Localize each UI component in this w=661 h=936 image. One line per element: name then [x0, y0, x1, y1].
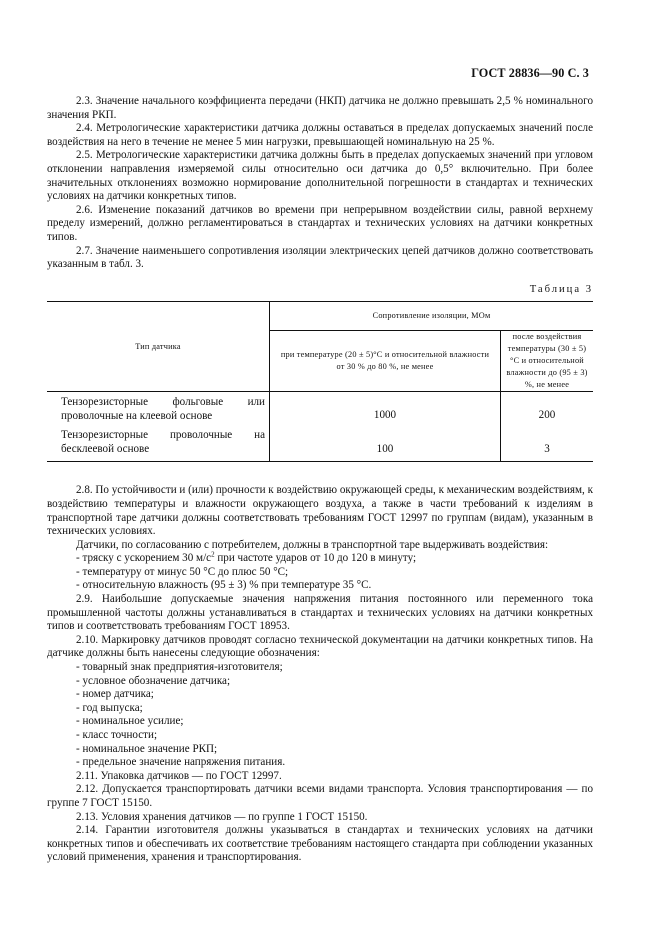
paragraph-2-14: 2.14. Гарантии изготовителя должны указываться в стандартах и технических условиях на датчики конкретных типов и обеспечивать их соответствие требованиям настоящего стандарта при соблюдении указанных условий применения, хранения и транспортирования.	[47, 824, 593, 864]
table-header-col-a: при температуре (20 ± 5)°С и относительной влажности от 30 % до 80 %, не менее	[270, 331, 501, 392]
paragraph-2-8: 2.8. По устойчивости и (или) прочности к воздействию окружающей среды, к механическим воздействиям, к воздействию температуры и влажности окружающего воздуха, а также в части требований к изделиям в транспортной таре датчики должны соответствовать требованиям ГОСТ 12997 по группам (видам), указанным в технических условиях.	[47, 484, 593, 538]
paragraph-2-8-transport: Датчики, по согласованию с потребителем, должны в транспортной таре выдерживать воздействия:	[76, 538, 549, 551]
table-cell-b: 3	[544, 442, 550, 455]
table-cell-a: 1000	[270, 392, 501, 426]
paragraph-2-13: 2.13. Условия хранения датчиков — по группе 1 ГОСТ 15150.	[76, 810, 368, 823]
page-header: ГОСТ 28836—90 С. 3	[471, 66, 589, 80]
insulation-table	[47, 301, 593, 462]
paragraph-2-12: 2.12. Допускается транспортировать датчики всеми видами транспорта. Условия транспортирования — по группе 7 ГОСТ 15150.	[47, 783, 593, 809]
list-item: - предельное значение напряжения питания.	[76, 756, 286, 769]
paragraph-2-5: 2.5. Метрологические характеристики датчика должны быть в пределах допускаемых значений при угловом отклонении направления измеряемой силы относительно оси датчика до 0,5° включительно. При более значительных отклонениях возможно нормирование дополнительной погрешности в стандартах и технических условиях на датчики конкретных типов.	[47, 149, 593, 203]
paragraph-2-4: 2.4. Метрологические характеристики датчика должны оставаться в пределах допускаемых значений после воздействия на него в течение не менее 5 мин нагрузки, превышающей номинальную на 25 %.	[47, 122, 593, 148]
table-cell-b: 200	[538, 408, 556, 421]
paragraph-2-3: 2.3. Значение начального коэффициента передачи (НКП) датчика не должно превышать 2,5 % номинального значения РКП.	[47, 95, 593, 121]
table-row	[47, 392, 593, 426]
paragraph-2-10: 2.10. Маркировку датчиков проводят согласно технической документации на датчики конкретных типов. На датчике должны быть нанесены следующие обозначения:	[47, 633, 593, 660]
table-row-name: Тензорезисторные проволочные на бесклеевой основе	[61, 429, 265, 455]
table-header-group: Сопротивление изоляции, МОм	[270, 302, 594, 331]
paragraph-2-9: 2.9. Наибольшие допускаемые значения напряжения питания постоянного или переменного тока промышленной частоты должны устанавливаться в стандартах и технических условиях на датчики конкретных типов и соответствовать требованиям ГОСТ 18953.	[47, 593, 593, 633]
list-item: - номер датчика;	[76, 688, 154, 701]
paragraph-2-7: 2.7. Значение наименьшего сопротивления изоляции электрических цепей датчиков должно соответствовать указанным в табл. 3.	[47, 244, 593, 271]
list-item: - класс точности;	[76, 729, 158, 741]
table-cell-a: 100	[270, 425, 501, 462]
list-item: - год выпуска;	[76, 701, 143, 714]
table-header-col-b: после воздействия температуры (30 ± 5) °С и относительной влажности до (95 ± 3) %, не менее	[501, 331, 594, 392]
list-item: - условное обозначение датчика;	[76, 674, 231, 687]
paragraph-2-6: 2.6. Изменение показаний датчиков во времени при непрерывном воздействии силы, равной верхнему пределу измерений, должно регламентироваться в стандартах и технических условиях на датчики конкретных типов.	[47, 203, 593, 243]
document-body	[47, 95, 593, 865]
table-header-type: Тип датчика	[47, 302, 270, 392]
list-item: - номинальное усилие;	[76, 715, 184, 728]
table-row-name: Тензорезисторные фольговые или проволочные на клеевой основе	[61, 396, 265, 422]
table-row	[47, 425, 593, 462]
table-caption: Таблица 3	[529, 283, 593, 295]
list-item: - относительную влажность (95 ± 3) % при температуре 35 °С.	[76, 579, 372, 592]
list-item: - температуру от минус 50 °С до плюс 50 °С;	[76, 565, 289, 578]
list-item: - номинальное значение РКП;	[76, 742, 218, 755]
paragraph-2-11: 2.11. Упаковка датчиков — по ГОСТ 12997.	[76, 769, 282, 782]
list-item-shock: - тряску с ускорением 30 $м/с^2$ при частоте ударов от 10 до 120 в минуту;	[76, 550, 417, 565]
list-item: - товарный знак предприятия-изготовителя;	[76, 661, 283, 674]
